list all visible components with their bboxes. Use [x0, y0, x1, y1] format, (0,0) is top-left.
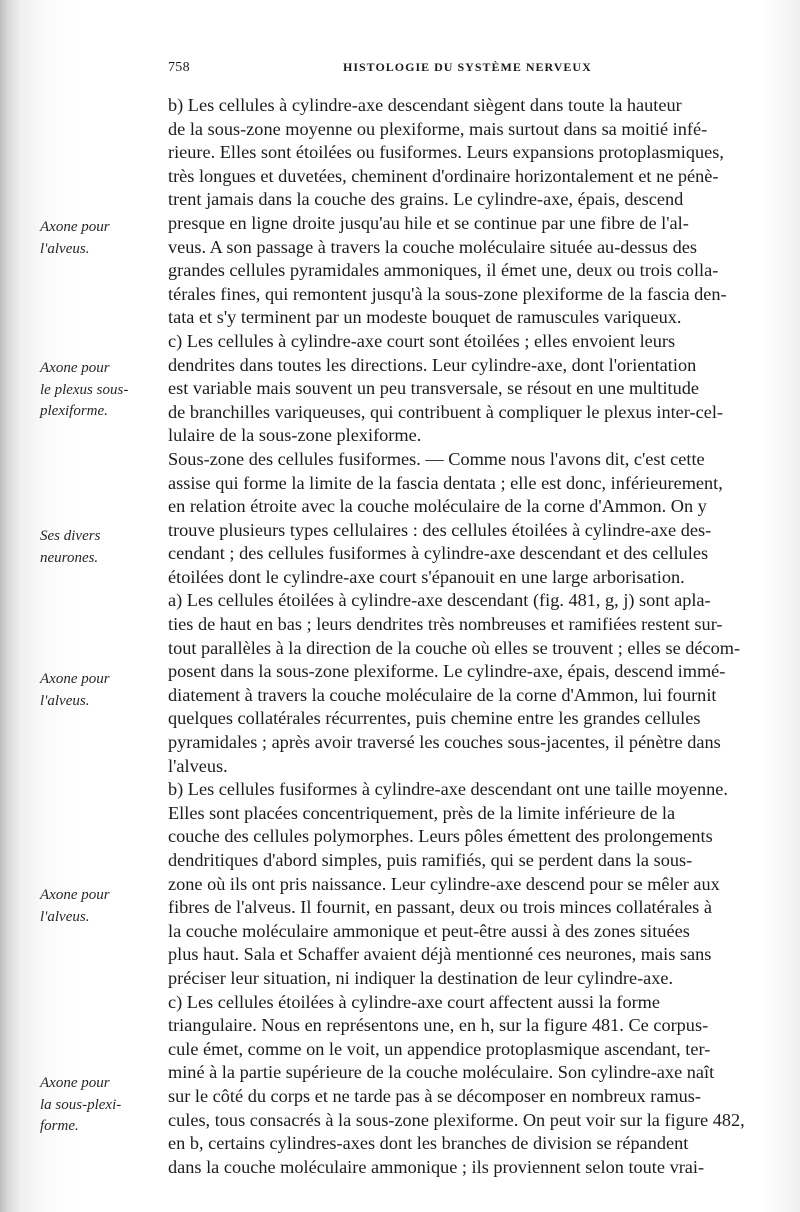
text-line: de branchilles variqueuses, qui contribuent à compliquer le plexus inter-cel-: [168, 401, 723, 422]
page-number: 758: [168, 60, 190, 75]
text-line: cule émet, comme on le voit, un appendice protoplasmique ascendant, ter-: [168, 1038, 711, 1059]
margin-note-line: Axone pour: [40, 671, 110, 687]
text-line: assise qui forme la limite de la fascia dentata ; elle est donc, inférieurement,: [168, 472, 723, 493]
text-line: b) Les cellules à cylindre-axe descendant siègent dans toute la hauteur: [168, 95, 682, 115]
margin-note-line: l'alveus.: [40, 692, 90, 709]
text-line: cules, tous consacrés à la sous-zone plexiforme. On peut voir sur la figure 482,: [168, 1109, 745, 1130]
margin-note: [40, 885, 158, 928]
text-line: dendritiques d'abord simples, puis ramifiés, qui se perdent dans la sous-: [168, 850, 693, 870]
margin-note-line: neurones.: [40, 549, 99, 566]
text-line: miné à la partie supérieure de la couche moléculaire. Son cylindre-axe naît: [168, 1062, 715, 1083]
text-line: dans la couche moléculaire ammonique ; ils proviennent selon toute vrai-: [168, 1156, 705, 1177]
text-line: zone où ils ont pris naissance. Leur cylindre-axe descend pour se mêler aux: [168, 873, 720, 894]
margin-note: [40, 669, 158, 712]
margin-note: [40, 1073, 158, 1138]
margin-note-line: plexiforme.: [40, 403, 108, 419]
margin-note: [40, 217, 158, 260]
text-line: presque en ligne droite jusqu'au hile et se continue par une fibre de l'al-: [168, 212, 689, 233]
text-line: tata et s'y terminent par un modeste bouquet de ramuscules variqueux.: [168, 307, 682, 328]
text-line: Elles sont placées concentriquement, près de la limite inférieure de la: [168, 802, 676, 823]
text-line: étoilées dont le cylindre-axe court s'épanouit en une large arborisation.: [168, 566, 685, 587]
margin-note-line: l'alveus.: [40, 240, 90, 257]
text-line: en b, certains cylindres-axes dont les branches de division se répandent: [168, 1133, 689, 1154]
margin-note-line: forme.: [40, 1118, 79, 1134]
running-title: HISTOLOGIE DU SYSTÈME NERVEUX: [343, 60, 592, 74]
text-line: couche des cellules polymorphes. Leurs pôles émettent des prolongements: [168, 826, 713, 847]
text-line: pyramidales ; après avoir traversé les couches sous-jacentes, il pénètre dans: [168, 732, 721, 753]
margin-note: [40, 526, 158, 569]
text-line: cendant ; des cellules fusiformes à cylindre-axe descendant et des cellules: [168, 543, 709, 564]
text-line: trouve plusieurs types cellulaires : des cellules étoilées à cylindre-axe des-: [168, 519, 712, 540]
body-text: [168, 94, 793, 1179]
margin-note-line: Axone pour: [40, 887, 110, 903]
text-line: est variable mais souvent un peu transversale, se résout en une multitude: [168, 378, 700, 399]
margin-note-line: Axone pour: [40, 219, 110, 235]
text-line: c) Les cellules étoilées à cylindre-axe court affectent aussi la forme: [168, 991, 661, 1012]
text-line: grandes cellules pyramidales ammoniques, il émet une, deux ou trois colla-: [168, 260, 719, 281]
text-line: sur le côté du corps et ne tarde pas à se décomposer en nombreux ramus-: [168, 1085, 702, 1106]
text-line: b) Les cellules fusiformes à cylindre-axe descendant ont une taille moyenne.: [168, 779, 728, 800]
text-line: diatement à travers la couche moléculaire de la corne d'Ammon, lui fournit: [168, 684, 717, 705]
text-line: plus haut. Sala et Schaffer avaient déjà mentionné ces neurones, mais sans: [168, 944, 712, 965]
margin-note-line: l'alveus.: [40, 908, 90, 925]
text-line: trent jamais dans la couche des grains. Le cylindre-axe, épais, descend: [168, 189, 684, 210]
margin-note-line: Ses divers: [40, 528, 101, 544]
text-line: ties de haut en bas ; leurs dendrites très nombreuses et ramifiées restent sur-: [168, 614, 723, 635]
text-line: térales fines, qui remontent jusqu'à la sous-zone plexiforme de la fascia den-: [168, 283, 727, 304]
text-line: l'alveus.: [168, 755, 228, 776]
text-line: tout parallèles à la direction de la couche où elles se trouvent ; elles se décom-: [168, 637, 741, 658]
section-heading-line: Sous-zone des cellules fusiformes. — Comme nous l'avons dit, c'est cette: [168, 448, 705, 469]
text-line: fibres de l'alveus. Il fournit, en passant, deux ou trois minces collatérales à: [168, 897, 712, 918]
margin-note-line: le plexus sous-: [40, 381, 129, 398]
text-line: triangulaire. Nous en représentons une, en h, sur la figure 481. Ce corpus-: [168, 1015, 709, 1036]
text-line: rieure. Elles sont étoilées ou fusiformes. Leurs expansions protoplasmiques,: [168, 142, 724, 163]
text-line: c) Les cellules à cylindre-axe court sont étoilées ; elles envoient leurs: [168, 330, 676, 351]
text-line: préciser leur situation, ni indiquer la destination de leur cylindre-axe.: [168, 967, 674, 988]
text-line: en relation étroite avec la couche moléculaire de la corne d'Ammon. On y: [168, 496, 707, 517]
margin-note-line: Axone pour: [40, 360, 110, 376]
text-line: dendrites dans toutes les directions. Leur cylindre-axe, dont l'orientation: [168, 354, 697, 375]
text-line: a) Les cellules étoilées à cylindre-axe descendant (fig. 481, g, j) sont apla-: [168, 590, 711, 611]
text-line: de la sous-zone moyenne ou plexiforme, mais surtout dans sa moitié infé-: [168, 118, 708, 139]
text-line: quelques collatérales récurrentes, puis chemine entre les grandes cellules: [168, 708, 701, 729]
text-line: lulaire de la sous-zone plexiforme.: [168, 425, 422, 446]
text-line: posent dans la sous-zone plexiforme. Le cylindre-axe, épais, descend immé-: [168, 661, 726, 682]
page-header: [168, 60, 788, 80]
text-line: veus. A son passage à travers la couche moléculaire située au-dessus des: [168, 236, 697, 257]
text-line: très longues et duvetées, cheminent d'ordinaire horizontalement et ne pénè-: [168, 165, 719, 186]
margin-note: [40, 358, 158, 423]
margin-note-line: la sous-plexi-: [40, 1096, 122, 1113]
text-line: la couche moléculaire ammonique et peut-être aussi à des zones situées: [168, 920, 690, 941]
margin-note-line: Axone pour: [40, 1075, 110, 1091]
